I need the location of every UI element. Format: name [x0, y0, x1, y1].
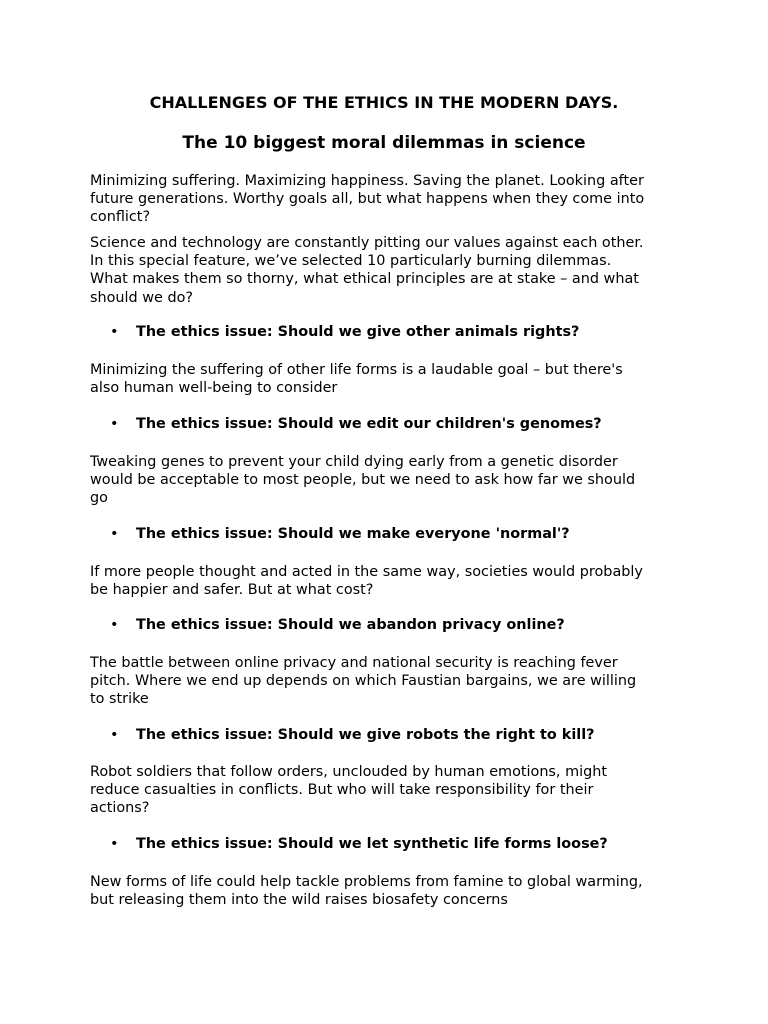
- bullet-icon: •: [110, 836, 119, 852]
- text-line: Robot soldiers that follow orders, unclouded by human emotions, might: [90, 764, 607, 780]
- text-line: What makes them so thorny, what ethical principles are at stake – and what: [90, 271, 639, 288]
- text-line: New forms of life could help tackle problems from famine to global warming,: [90, 874, 643, 890]
- issue-paragraph: [90, 361, 680, 397]
- bullet-icon: •: [110, 526, 119, 542]
- issue-heading-text: The ethics issue: Should we make everyone 'normal'?: [136, 526, 570, 542]
- intro-paragraph: [90, 172, 680, 227]
- issue-paragraph: [90, 453, 680, 508]
- text-line: future generations. Worthy goals all, but what happens when they come into: [90, 191, 645, 208]
- text-line: to strike: [90, 691, 149, 708]
- issue-heading: [110, 525, 710, 543]
- issue-heading-text: The ethics issue: Should we edit our children's genomes?: [136, 416, 602, 432]
- text-line: If more people thought and acted in the same way, societies would probably: [90, 564, 643, 580]
- text-line: pitch. Where we end up depends on which Faustian bargains, we are willing: [90, 673, 637, 690]
- issue-heading-text: The ethics issue: Should we let synthetic life forms loose?: [136, 836, 608, 852]
- document-title: CHALLENGES OF THE ETHICS IN THE MODERN DAYS.: [149, 93, 619, 112]
- text-line: Tweaking genes to prevent your child dying early from a genetic disorder: [90, 454, 618, 470]
- bullet-icon: •: [110, 617, 119, 633]
- text-line: conflict?: [90, 209, 151, 226]
- text-line: In this special feature, we’ve selected 10 particularly burning dilemmas.: [90, 253, 612, 270]
- text-line: would be acceptable to most people, but we need to ask how far we should: [90, 472, 636, 489]
- issue-heading-text: The ethics issue: Should we abandon privacy online?: [136, 617, 565, 633]
- issue-heading: [110, 835, 710, 853]
- issue-paragraph: [90, 654, 680, 709]
- bullet-icon: •: [110, 324, 119, 340]
- issue-heading: [110, 323, 710, 341]
- text-line: The battle between online privacy and national security is reaching fever: [90, 655, 618, 671]
- bullet-icon: •: [110, 416, 119, 432]
- issue-paragraph: [90, 763, 680, 818]
- issue-paragraph: [90, 563, 680, 599]
- text-line: Minimizing the suffering of other life forms is a laudable goal – but there's: [90, 362, 623, 378]
- bullet-icon: •: [110, 727, 119, 743]
- text-line: actions?: [90, 800, 150, 817]
- text-line: should we do?: [90, 289, 194, 306]
- text-line: also human well-being to consider: [90, 380, 338, 397]
- intro-paragraph: [90, 234, 680, 307]
- text-line: Science and technology are constantly pitting our values against each other.: [90, 235, 644, 251]
- text-line: but releasing them into the wild raises biosafety concerns: [90, 892, 508, 909]
- issue-heading: [110, 415, 710, 433]
- issue-heading: [110, 616, 710, 634]
- issue-heading-text: The ethics issue: Should we give robots the right to kill?: [136, 727, 595, 743]
- text-line: reduce casualties in conflicts. But who will take responsibility for their: [90, 782, 594, 799]
- text-line: Minimizing suffering. Maximizing happiness. Saving the planet. Looking after: [90, 173, 644, 189]
- issue-heading: [110, 726, 710, 744]
- text-line: go: [90, 490, 108, 507]
- issue-paragraph: [90, 873, 680, 909]
- document-subtitle: The 10 biggest moral dilemmas in science: [182, 133, 586, 153]
- issue-heading-text: The ethics issue: Should we give other animals rights?: [136, 324, 580, 340]
- text-line: be happier and safer. But at what cost?: [90, 582, 374, 599]
